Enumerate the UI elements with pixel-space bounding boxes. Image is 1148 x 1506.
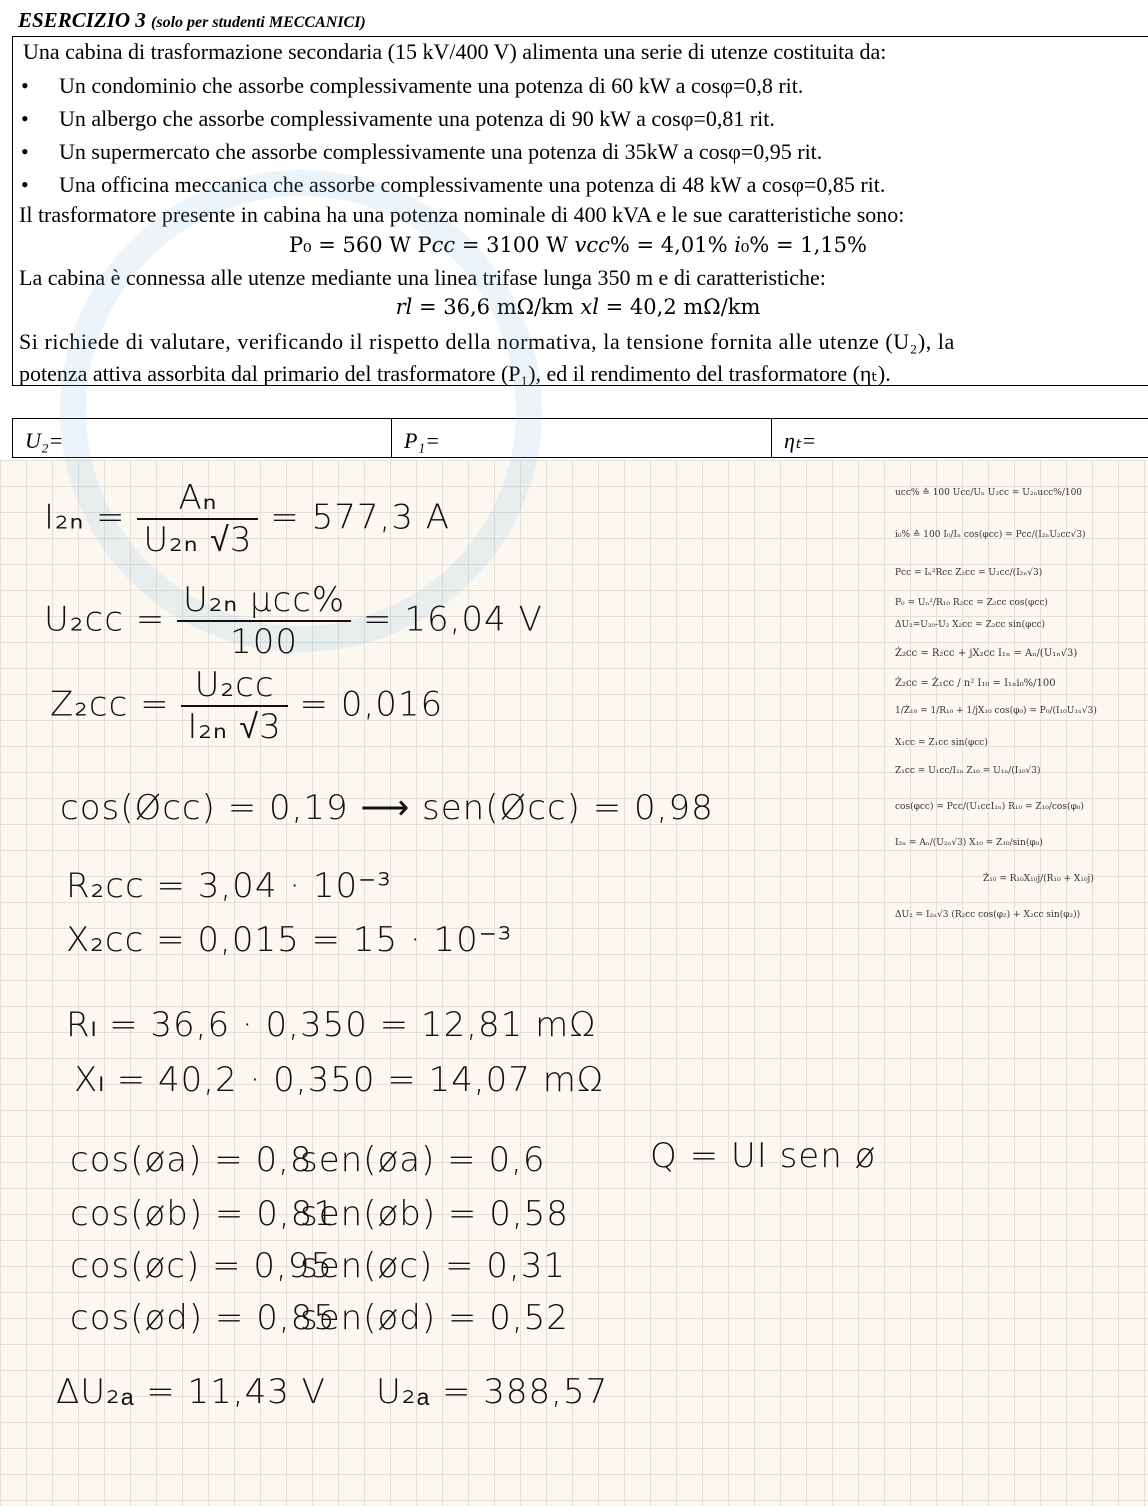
request-line-2: potenza attiva assorbita dal primario del trasformatore (P₁), ed il rendimento del trasformatore (ηₜ).: [19, 361, 891, 386]
formula-line: Ż₂cc = Ż₁cc / n² I₁₀ = I₁ₙi₀%/100: [895, 678, 1056, 689]
answer-u2: U₂=: [25, 428, 64, 453]
exercise-subtitle: (solo per studenti MECCANICI): [151, 14, 366, 31]
bullet-item: • Un condominio che assorbe complessivamente una potenza di 60 kW a cosφ=0,8 rit.: [59, 73, 803, 99]
formula-line: cos(φcc) = Pcc/(U₁ccI₁ₙ) R₁₀ = Z₁₀/cos(φ₀): [895, 802, 1084, 812]
z2cc-numerator: U₂cc: [181, 665, 287, 707]
sen-phi-c: sen(øc) = 0,31: [300, 1246, 567, 1286]
cos-phi-c: cos(øc) = 0,95: [70, 1246, 334, 1286]
formula-line: Pcc = Iₙ²Rcc Z₂cc = U₂cc/(I₂ₙ√3): [895, 568, 1043, 578]
bullet-item: • Un albergo che assorbe complessivamente una potenza di 90 kW a cosφ=0,81 rit.: [59, 106, 775, 132]
bullet-item: • Una officina meccanica che assorbe complessivamente una potenza di 48 kW a cosφ=0,85 rit.: [59, 172, 885, 198]
exercise-title-text: ESERCIZIO 3: [18, 8, 146, 32]
answer-p1: P₁=: [391, 419, 772, 457]
i2n-lhs: I₂ₙ =: [44, 497, 126, 538]
i2n-result: = 577,3 A: [270, 497, 450, 538]
sen-phi-b: sen(øb) = 0,58: [300, 1194, 569, 1234]
formula-line: 1/Ż₁₀ = 1/R₁₀ + 1/jX₁₀ cos(φ₀) = P₀/(I₁₀U₁ₙ√3): [895, 706, 1097, 716]
formula-line: P₀ = Uₙ²/R₁₀ R₂cc = Z₂cc cos(φcc): [895, 598, 1048, 608]
formula-line: ΔU₂=U₂₀-U₂ X₂cc = Z₂cc sin(φcc): [895, 620, 1045, 630]
exercise-statement: [12, 36, 1148, 386]
cos-phi-d: cos(ød) = 0,85: [70, 1298, 336, 1338]
u2cc-result: = 16,04 V: [363, 599, 543, 640]
delta-u2a: ΔU₂ₐ = 11,43 V: [56, 1372, 326, 1412]
z2cc-result: = 0,016: [299, 684, 444, 725]
formula-line: Z₁cc = U₁cc/I₁ₙ Z₁₀ = U₁ₙ/(I₁₀√3): [895, 766, 1041, 776]
z2cc-lhs: Z₂cc =: [50, 684, 170, 725]
u2cc-denominator: 100: [230, 622, 299, 662]
formula-reference: [893, 480, 1143, 930]
line-description: La cabina è connessa alle utenze mediante una linea trifase lunga 350 m e di caratteristiche:: [19, 265, 826, 290]
bullet-item: • Un supermercato che assorbe complessivamente una potenza di 35kW a cosφ=0,95 rit.: [59, 139, 822, 165]
cos-phi-b: cos(øb) = 0,81: [70, 1194, 336, 1234]
u2a-value: U₂ₐ = 388,57: [376, 1372, 609, 1412]
z2cc-fraction: [181, 665, 287, 747]
x2cc-value: X₂cc = 0,015 = 15 · 10⁻³: [66, 920, 513, 960]
sen-phi-d: sen(ød) = 0,52: [300, 1298, 569, 1338]
i2n-formula: [44, 478, 450, 560]
cos-phi-a: cos(øa) = 0,8: [70, 1140, 313, 1180]
i2n-fraction: [137, 478, 258, 560]
sen-phi-a: sen(øa) = 0,6: [300, 1140, 546, 1180]
z2cc-denominator: I₂ₙ √3: [187, 707, 282, 747]
printed-exercise: [0, 0, 1148, 460]
formula-line: ΔU₂ = I₂ₙ√3 (R₂cc cos(φ₂) + X₂cc sin(φ₂)): [895, 910, 1081, 920]
transformer-parameters: P₀ = 560 W P𝑐𝑐 = 3100 W 𝑣𝑐𝑐% = 4,01% 𝑖₀% = 1,15%: [289, 233, 867, 257]
xl-value: Xₗ = 40,2 · 0,350 = 14,07 mΩ: [74, 1060, 604, 1100]
r2cc-value: R₂cc = 3,04 · 10⁻³: [66, 866, 392, 906]
formula-line: X₁cc = Z₁cc sin(φcc): [895, 738, 988, 748]
u2cc-formula: [44, 580, 543, 662]
rl-value: Rₗ = 36,6 · 0,350 = 12,81 mΩ: [66, 1005, 597, 1045]
answer-eta: ηₜ=: [771, 419, 1148, 457]
u2cc-lhs: U₂cc =: [44, 599, 166, 640]
formula-line: i₀% ≙ 100 I₀/Iₙ cos(φcc) = Pcc/(I₂ₙU₂cc√3): [895, 530, 1086, 540]
i2n-denominator: U₂ₙ √3: [143, 520, 253, 560]
u2cc-numerator: U₂ₙ μcc%: [177, 580, 351, 622]
statement-intro: Una cabina di trasformazione secondaria (15 kV/400 V) alimenta una serie di utenze costituita da:: [23, 39, 887, 64]
i2n-numerator: Aₙ: [137, 478, 258, 520]
formula-line: ucc% ≙ 100 Ucc/Uₙ U₂cc = U₂ₙucc%/100: [895, 488, 1083, 498]
formula-line: Ż₁₀ = R₁₀X₁₀j/(R₁₀ + X₁₀j): [983, 874, 1094, 884]
reactive-power-formula: Q = UI sen ø: [650, 1136, 877, 1176]
z2cc-formula: [50, 665, 443, 747]
line-parameters: 𝑟𝑙 = 36,6 mΩ/km 𝑥𝑙 = 40,2 mΩ/km: [395, 295, 761, 319]
formula-line: I₂ₙ = Aₙ/(U₂ₙ√3) X₁₀ = Z₁₀/sin(φ₀): [895, 838, 1043, 848]
formula-line: Ż₂cc = R₂cc + jX₂cc I₁ₙ = Aₙ/(U₁ₙ√3): [895, 648, 1078, 659]
transformer-description: Il trasformatore presente in cabina ha una potenza nominale di 400 kVA e le sue caratteristiche sono:: [19, 202, 905, 227]
answer-table: [12, 418, 1148, 458]
request-line-1: Si richiede di valutare, verificando il rispetto della normativa, la tensione fornita alle utenze (U₂), la: [19, 329, 955, 354]
u2cc-fraction: [177, 580, 351, 662]
cos-phi-cc: cos(Øcc) = 0,19 ⟶ sen(Øcc) = 0,98: [60, 788, 714, 828]
exercise-title: [18, 8, 366, 33]
